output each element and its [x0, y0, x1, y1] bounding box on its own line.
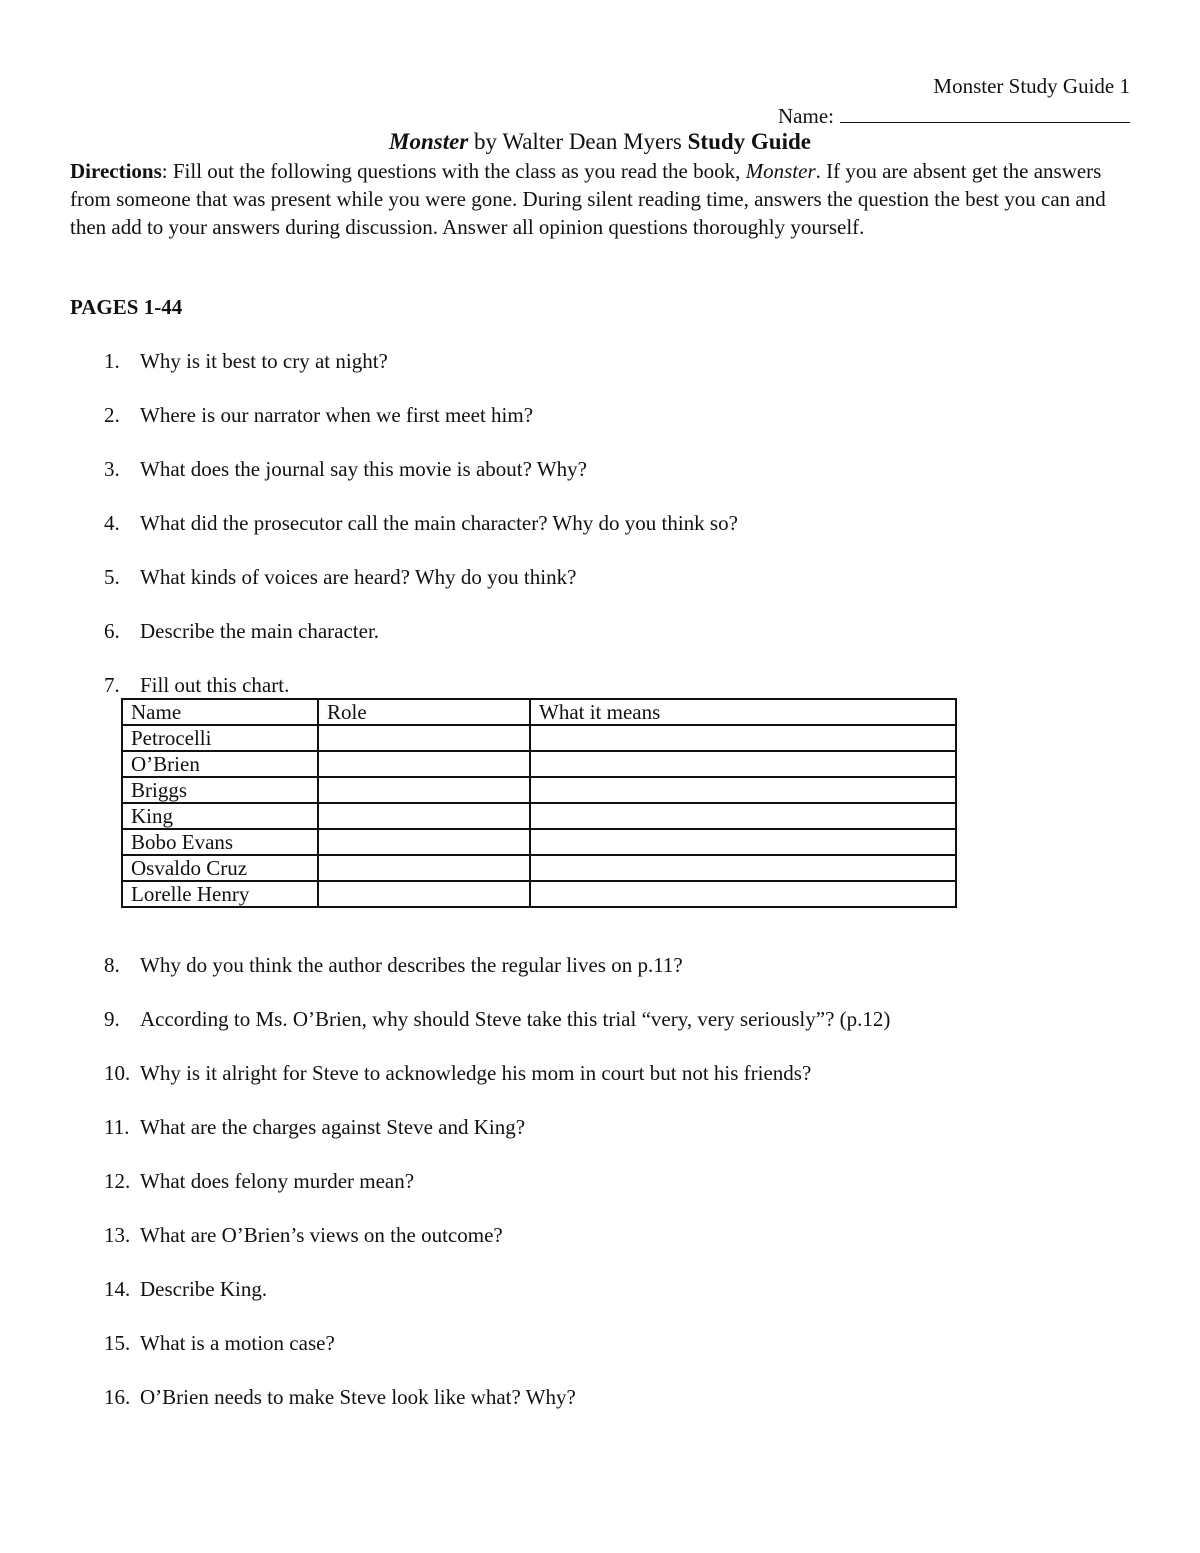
question-text: O’Brien needs to make Steve look like what? Why?: [140, 1385, 576, 1409]
chart-cell-role[interactable]: [318, 725, 530, 751]
chart-cell-meaning[interactable]: [530, 725, 956, 751]
question-item: [104, 1221, 503, 1249]
question-number: 14.: [104, 1277, 131, 1301]
question-item: [104, 509, 738, 537]
question-text: What are the charges against Steve and King?: [140, 1115, 526, 1139]
title-suffix: Study Guide: [687, 129, 811, 154]
chart-cell-name: King: [122, 803, 318, 829]
question-number: 1.: [104, 349, 120, 373]
question-text: Why is it alright for Steve to acknowledge his mom in court but not his friends?: [140, 1061, 812, 1085]
chart-row: [122, 829, 956, 855]
chart-cell-name: Bobo Evans: [122, 829, 318, 855]
question-number: 9.: [104, 1007, 120, 1031]
chart-cell-meaning[interactable]: [530, 803, 956, 829]
question-item: [104, 951, 683, 979]
name-blank-line[interactable]: [840, 100, 1130, 123]
chart-row: [122, 803, 956, 829]
question-text: What are O’Brien’s views on the outcome?: [140, 1223, 503, 1247]
question-item: [104, 1329, 335, 1357]
question-text: Fill out this chart.: [140, 673, 290, 697]
question-item: [104, 455, 587, 483]
question-number: 4.: [104, 511, 120, 535]
question-item: [104, 401, 533, 429]
directions-book-ref: Monster: [745, 159, 816, 183]
question-number: 10.: [104, 1061, 131, 1085]
question-number: 13.: [104, 1223, 131, 1247]
chart-cell-meaning[interactable]: [530, 777, 956, 803]
question-text: According to Ms. O’Brien, why should Steve take this trial “very, very seriously”? (p.12): [140, 1007, 891, 1031]
question-item: [104, 563, 576, 591]
chart-cell-name: Briggs: [122, 777, 318, 803]
name-field[interactable]: [778, 100, 1130, 130]
chart-cell-role[interactable]: [318, 751, 530, 777]
directions-label: Directions: [70, 159, 162, 183]
question-item: [104, 1005, 890, 1033]
question-number: 15.: [104, 1331, 131, 1355]
question-item: [104, 1167, 414, 1195]
question-item: [104, 1275, 267, 1303]
question-number: 6.: [104, 619, 120, 643]
chart-row: [122, 777, 956, 803]
chart-cell-role[interactable]: [318, 881, 530, 907]
question-text: What did the prosecutor call the main character? Why do you think so?: [140, 511, 738, 535]
chart-cell-meaning[interactable]: [530, 829, 956, 855]
question-item: [104, 1383, 576, 1411]
question-number: 16.: [104, 1385, 131, 1409]
chart-cell-role[interactable]: [318, 803, 530, 829]
question-number: 2.: [104, 403, 120, 427]
chart-cell-name: O’Brien: [122, 751, 318, 777]
chart-cell-role[interactable]: [318, 855, 530, 881]
chart-row: [122, 751, 956, 777]
chart-row: [122, 881, 956, 907]
chart-row: [122, 855, 956, 881]
directions-text-before: : Fill out the following questions with the class as you read the book,: [161, 159, 746, 183]
chart-cell-meaning[interactable]: [530, 855, 956, 881]
chart-cell-role[interactable]: [318, 829, 530, 855]
chart-cell-name: Lorelle Henry: [122, 881, 318, 907]
question-text: What does felony murder mean?: [140, 1169, 415, 1193]
question-text: What is a motion case?: [140, 1331, 335, 1355]
question-item: [104, 617, 379, 645]
chart-header-meaning: What it means: [530, 699, 956, 725]
name-label: Name:: [778, 104, 834, 128]
question-number: 11.: [104, 1115, 130, 1139]
section-heading: PAGES 1-44: [70, 295, 183, 319]
directions-text-after: . If you are absent get the answers from someone that was present while you were gone. During silent reading time, answers the question the best you can and then add to your answers during discussion. Answer all opinion questions thoroughly yourself.: [70, 159, 1106, 239]
chart-cell-name: Petrocelli: [122, 725, 318, 751]
question-item: [104, 671, 289, 699]
chart-cell-name: Osvaldo Cruz: [122, 855, 318, 881]
question-number: 8.: [104, 953, 120, 977]
question-text: What does the journal say this movie is about? Why?: [140, 457, 587, 481]
question-item: [104, 1113, 525, 1141]
question-item: [104, 1059, 811, 1087]
chart-cell-role[interactable]: [318, 777, 530, 803]
question-number: 5.: [104, 565, 120, 589]
question-text: Why do you think the author describes the regular lives on p.11?: [140, 953, 683, 977]
chart-cell-meaning[interactable]: [530, 881, 956, 907]
chart-header-name: Name: [122, 699, 318, 725]
directions-paragraph: [70, 157, 1140, 241]
chart-cell-meaning[interactable]: [530, 751, 956, 777]
chart-header-row: [122, 699, 956, 725]
title-book: Monster: [389, 129, 469, 154]
header-guide-label: Monster Study Guide 1: [933, 74, 1130, 98]
question-text: Describe the main character.: [140, 619, 380, 643]
title-author: by Walter Dean Myers: [474, 129, 682, 154]
character-chart: [121, 698, 957, 908]
chart-row: [122, 725, 956, 751]
question-number: 12.: [104, 1169, 131, 1193]
question-text: Where is our narrator when we first meet him?: [140, 403, 534, 427]
page-title: [0, 128, 1200, 156]
question-text: Why is it best to cry at night?: [140, 349, 388, 373]
question-text: What kinds of voices are heard? Why do you think?: [140, 565, 577, 589]
question-number: 7.: [104, 673, 120, 697]
question-text: Describe King.: [140, 1277, 268, 1301]
question-item: [104, 347, 388, 375]
question-number: 3.: [104, 457, 120, 481]
chart-header-role: Role: [318, 699, 530, 725]
